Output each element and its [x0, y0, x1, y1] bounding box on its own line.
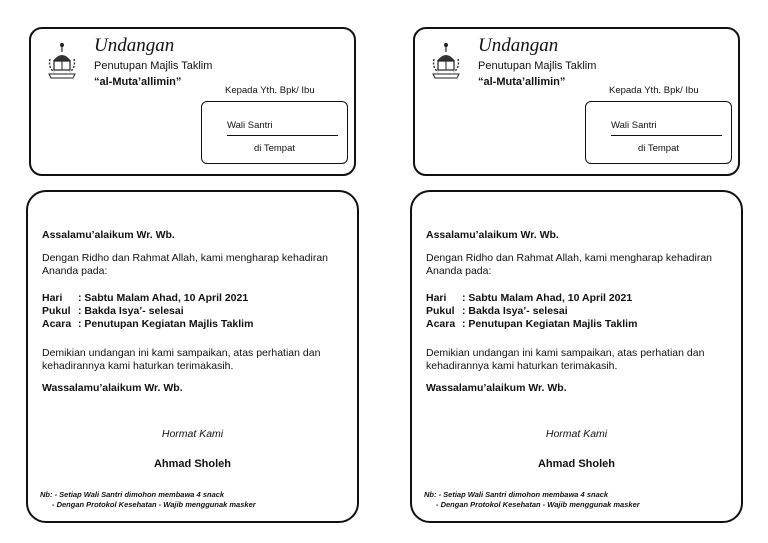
detail-label: Hari [42, 292, 63, 304]
envelope-card [413, 27, 740, 176]
note-text: Setiap Wali Santri dimohon membawa 4 snack [59, 490, 225, 499]
letter-card [26, 190, 359, 523]
detail-row-event [426, 318, 637, 331]
closing-paragraph: Demikian undangan ini kami sampaikan, atas perhatian dan kehadirannya kami haturkan terimakasih. [42, 347, 321, 372]
detail-value: : Bakda Isya’- selesai [462, 305, 568, 317]
note-line [40, 500, 256, 510]
intro-paragraph: Dengan Ridho dan Rahmat Allah, kami mengharap kehadiran Ananda pada: [42, 252, 329, 277]
detail-label: Hari [426, 292, 447, 304]
event-details [426, 292, 637, 331]
recipient-place: di Tempat [253, 143, 295, 154]
letter-card [410, 190, 743, 523]
note-text: Setiap Wali Santri dimohon membawa 4 snack [443, 490, 609, 499]
recipient-header: Kepada Yth. Bpk/ Ibu [225, 85, 315, 96]
signer-name: Ahmad Sholeh [153, 458, 231, 470]
address-underline [611, 135, 722, 136]
envelope-subtitle: Penutupan Majlis Taklim [94, 60, 213, 72]
detail-value: : Penutupan Kegiatan Majlis Taklim [462, 318, 638, 330]
envelope-organization: “al-Muta’allimin” [478, 76, 566, 88]
note-line [40, 490, 256, 500]
signer-name: Ahmad Sholeh [537, 458, 615, 470]
detail-label: Pukul [426, 305, 455, 317]
detail-label: Acara [426, 318, 456, 330]
farewell: Wassalamu’alaikum Wr. Wb. [42, 382, 183, 394]
recipient-header: Kepada Yth. Bpk/ Ibu [609, 85, 699, 96]
detail-value: : Sabtu Malam Ahad, 10 April 2021 [78, 292, 249, 304]
envelope-subtitle: Penutupan Majlis Taklim [478, 60, 597, 72]
detail-row-day [426, 292, 637, 305]
intro-paragraph: Dengan Ridho dan Rahmat Allah, kami mengharap kehadiran Ananda pada: [426, 252, 713, 277]
detail-label: Acara [42, 318, 72, 330]
detail-row-time [426, 305, 637, 318]
note-prefix: Nb: - [424, 490, 442, 499]
address-box [201, 101, 348, 164]
closing-paragraph: Demikian undangan ini kami sampaikan, atas perhatian dan kehadirannya kami haturkan terimakasih. [426, 347, 705, 372]
regards: Hormat Kami [161, 428, 224, 440]
envelope-title: Undangan [94, 35, 175, 56]
regards: Hormat Kami [545, 428, 608, 440]
note-line [424, 490, 640, 500]
recipient-place: di Tempat [637, 143, 679, 154]
detail-label: Pukul [42, 305, 71, 317]
recipient-name: Wali Santri [611, 120, 657, 131]
note-prefix: Nb: - [40, 490, 58, 499]
crest-logo-icon [45, 41, 79, 81]
greeting: Assalamu’alaikum Wr. Wb. [42, 229, 175, 241]
event-details [42, 292, 253, 331]
detail-value: : Penutupan Kegiatan Majlis Taklim [78, 318, 254, 330]
detail-value: : Bakda Isya’- selesai [78, 305, 184, 317]
address-underline [227, 135, 338, 136]
note-text: - Dengan Protokol Kesehatan - Wajib menggunak masker [52, 500, 256, 509]
note-text: - Dengan Protokol Kesehatan - Wajib menggunak masker [436, 500, 640, 509]
crest-logo-icon [429, 41, 463, 81]
farewell: Wassalamu’alaikum Wr. Wb. [426, 382, 567, 394]
detail-value: : Sabtu Malam Ahad, 10 April 2021 [462, 292, 633, 304]
invitation-copy-right [384, 0, 768, 543]
note-line [424, 500, 640, 510]
envelope-organization: “al-Muta’allimin” [94, 76, 182, 88]
notes [424, 490, 640, 510]
notes [40, 490, 256, 510]
detail-row-event [42, 318, 253, 331]
envelope-title: Undangan [478, 35, 559, 56]
address-box [585, 101, 732, 164]
detail-row-day [42, 292, 253, 305]
detail-row-time [42, 305, 253, 318]
greeting: Assalamu’alaikum Wr. Wb. [426, 229, 559, 241]
recipient-name: Wali Santri [227, 120, 273, 131]
envelope-card [29, 27, 356, 176]
